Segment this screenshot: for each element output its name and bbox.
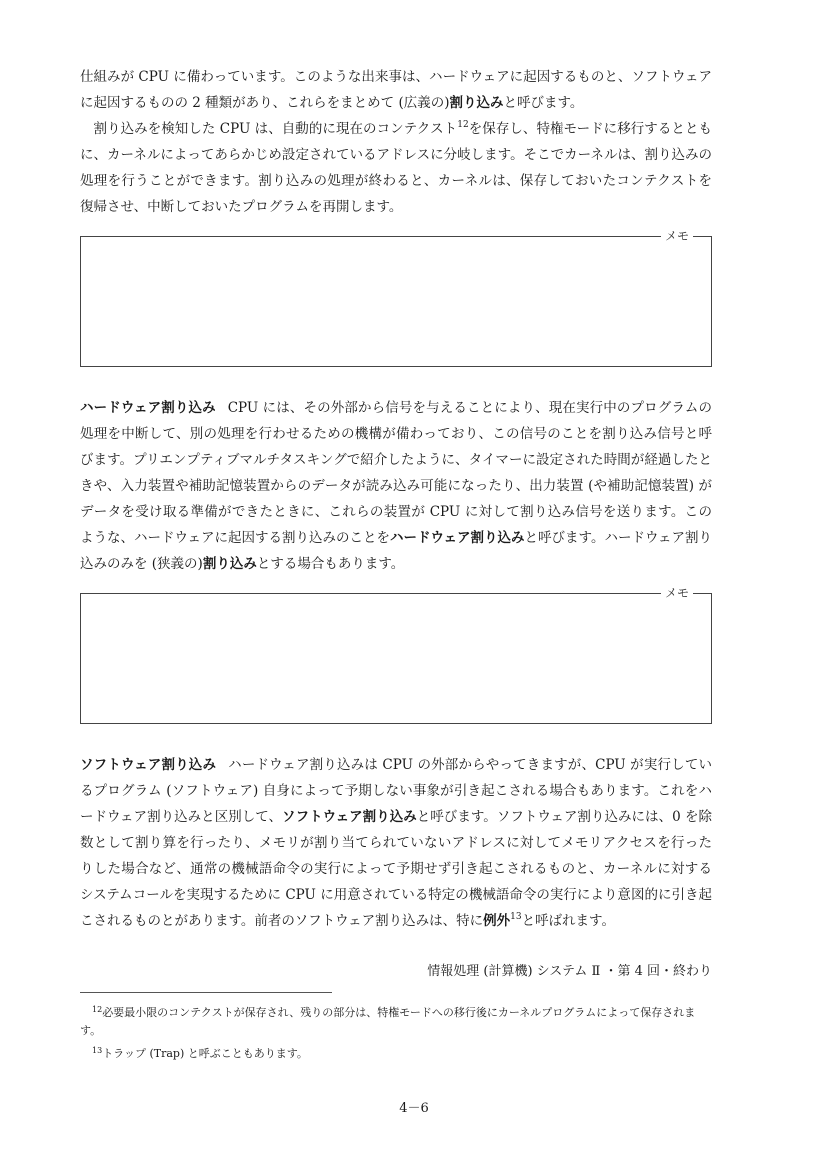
footnote: $^{13}$トラップ (Trap) と呼ぶこともあります。	[92, 1046, 308, 1060]
footnote-ref-13: 13	[510, 912, 522, 922]
footnote-number: 13	[92, 1046, 103, 1055]
term-interrupt-narrow: 割り込み	[202, 556, 257, 572]
memo-label: メモ	[661, 228, 693, 244]
term-interrupt: 割り込み	[449, 95, 504, 111]
section-heading: ソフトウェア割り込み	[80, 757, 217, 773]
paragraph-hardware-interrupt: ハードウェア割り込み CPU には、その外部から信号を与えることにより、現在実行中のプログラムの処理を中断して、別の処理を行わせるための機構が備わっており、この信号のことを割り込み信号と呼びます。プリエンプティブマルチタスキングで紹介したように、タイマーに設定された時間が経過したときや、入力装置や補助記憶装置からのデータが読み込み可能になったり、出力装置 (や補助記憶装置) がデータを受け取る準備ができたときに、これらの装置が CPU に対して割り込み信号を送ります。このような、ハードウェアに起因する割り込みのことをハードウェア割り込みと呼びます。ハードウェア割り込みのみを (狭義の)割り込みとする場合もあります。	[80, 400, 712, 572]
term-software-interrupt: ソフトウェア割り込み	[282, 809, 417, 825]
section-hardware-interrupt	[80, 395, 712, 577]
section-heading: ハードウェア割り込み	[80, 400, 216, 416]
paragraph-interrupt-detection: 割り込みを検知した CPU は、自動的に現在のコンテクスト$^{12}$を保存し、特権モードに移行するとともに、カーネルによってあらかじめ設定されているアドレスに分岐します。そこでカーネルは、割り込みの処理を行うことができます。割り込みの処理が終わると、カーネルは、保存しておいたコンテクストを復帰させ、中断しておいたプログラムを再開します。	[80, 120, 712, 215]
footnote: $^{12}$必要最小限のコンテクストが保存され、残りの部分は、特権モードへの移行後にカーネルプログラムによって保存されます。	[80, 1005, 696, 1037]
term-exception: 例外	[483, 913, 511, 929]
term-hardware-interrupt: ハードウェア割り込み	[390, 530, 525, 546]
footnote-divider	[80, 992, 332, 993]
memo-label: メモ	[661, 585, 693, 601]
memo-box[interactable]	[80, 229, 712, 367]
section-software-interrupt	[80, 752, 712, 934]
paragraph-software-interrupt: ソフトウェア割り込み ハードウェア割り込みは CPU の外部からやってきますが、CPU が実行しているプログラム (ソフトウェア) 自身によって予期しない事象が引き起こされる場合もあります。これをハードウェア割り込みと区別して、ソフトウェア割り込みと呼びます。ソフトウェア割り込みには、0 を除数として割り算を行ったり、メモリが割り当てられていないアドレスに対してメモリアクセスを行ったりした場合など、通常の機械語命令の実行によって予期せず引き起こされるものと、カーネルに対するシステムコールを実現するために CPU に用意されている特定の機械語命令の実行により意図的に引き起こされるものとがあります。前者のソフトウェア割り込みは、特に例外$^{13}$と呼ばれます。	[80, 757, 712, 929]
lecture-end-note: 情報処理 (計算機) システム Ⅱ ・第 4 回・終わり	[427, 964, 712, 979]
page-body	[80, 64, 712, 1063]
footnote-ref-12: 12	[457, 120, 469, 130]
paragraph-intro: 仕組みが CPU に備わっています。このような出来事は、ハードウェアに起因するものと、ソフトウェアに起因するものの 2 種類があり、これらをまとめて (広義の)割り込みと呼びます。	[80, 69, 712, 111]
memo-box[interactable]	[80, 586, 712, 724]
page-number: 4－6	[399, 1101, 429, 1116]
footnote-number: 12	[92, 1005, 103, 1014]
